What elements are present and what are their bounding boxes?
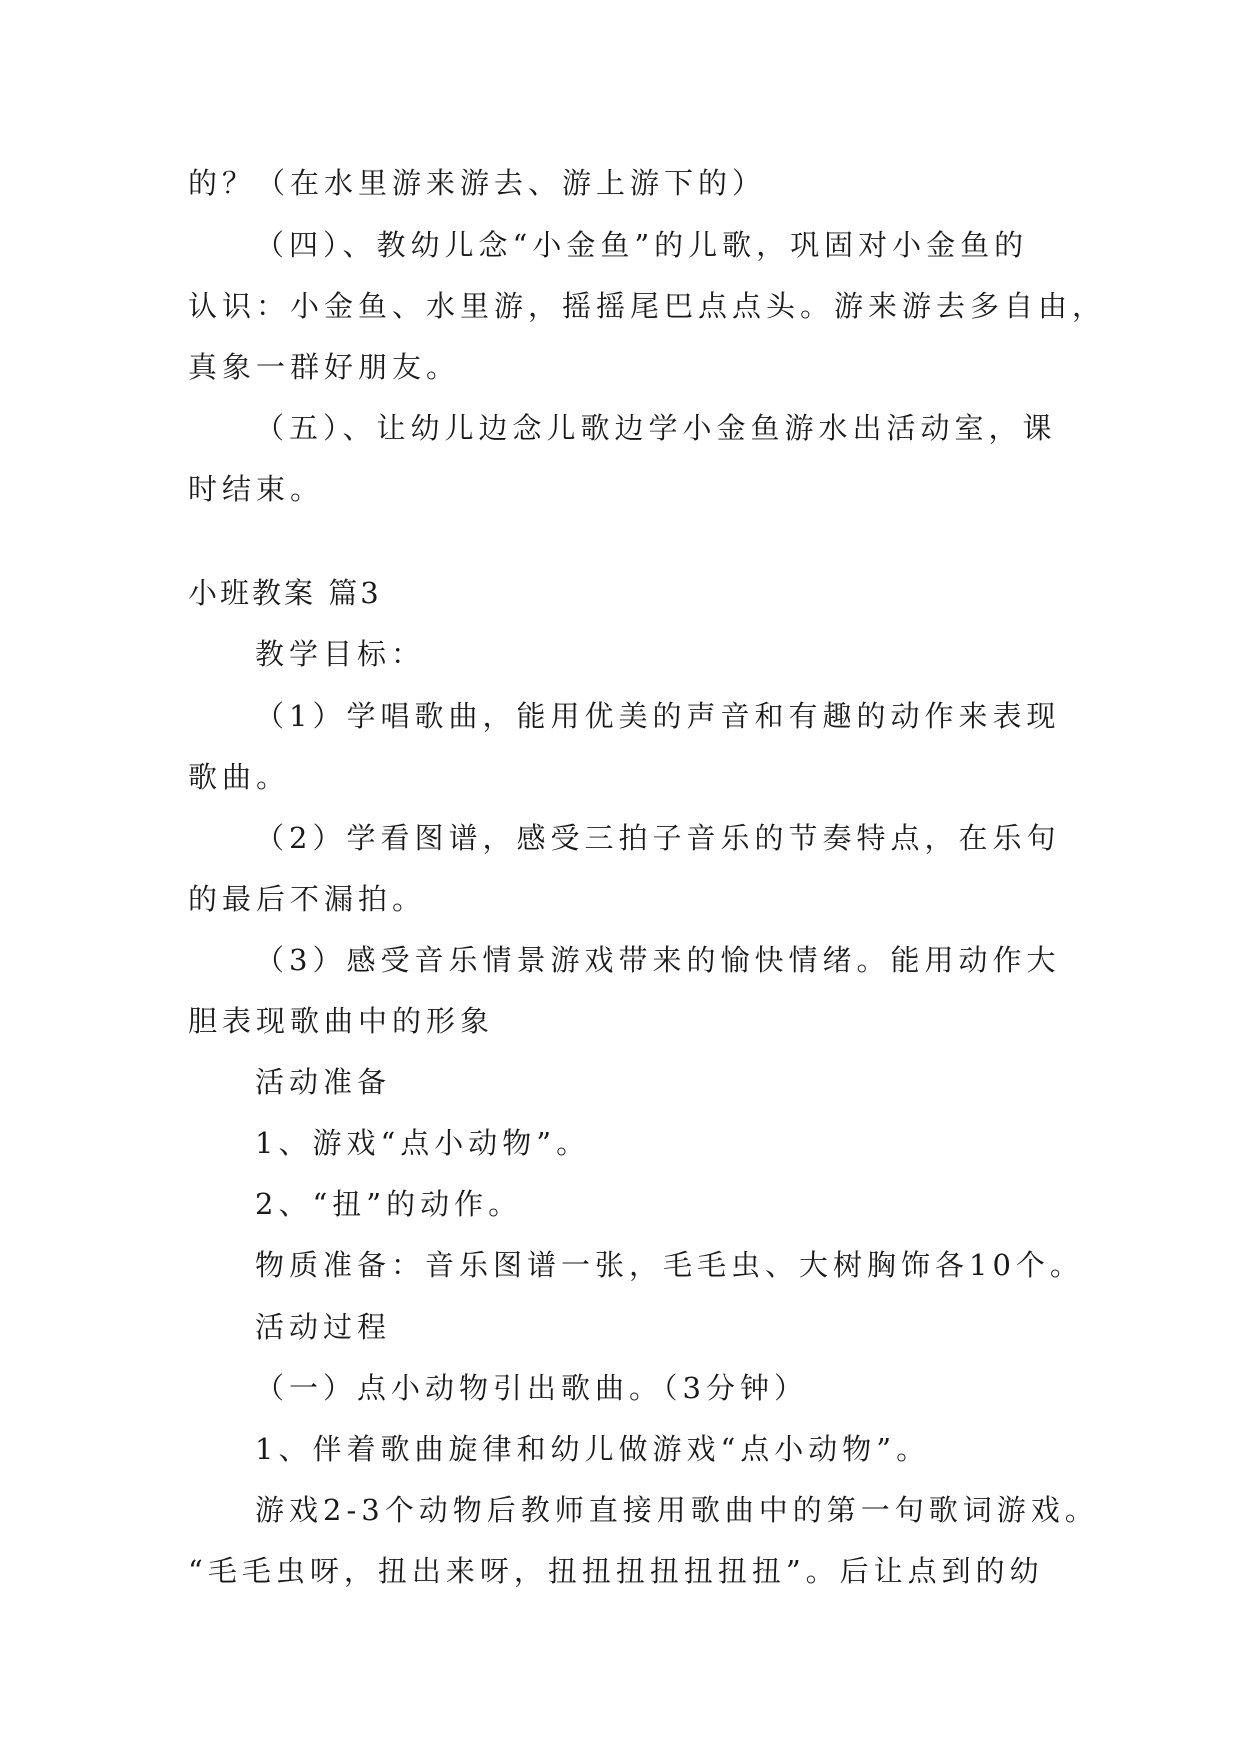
text-line: 胆表现歌曲中的形象 bbox=[188, 1004, 495, 1038]
text-line: （3）感受音乐情景游戏带来的愉快情绪。能用动作大 bbox=[255, 943, 1061, 977]
text-line: （1）学唱歌曲，能用优美的声音和有趣的动作来表现 bbox=[255, 699, 1061, 733]
text-line: 活动过程 bbox=[255, 1310, 392, 1344]
text-line: 教学目标： bbox=[255, 637, 426, 671]
text-line: 物质准备：音乐图谱一张，毛毛虫、大树胸饰各10个。 bbox=[255, 1248, 1084, 1282]
text-line: （一）点小动物引出歌曲。（3分钟） bbox=[255, 1371, 808, 1405]
text-line: （四）、教幼儿念“小金鱼”的儿歌，巩固对小金鱼的 bbox=[255, 228, 1029, 262]
text-line: （2）学看图谱，感受三拍子音乐的节奏特点，在乐句 bbox=[255, 821, 1061, 855]
text-line: 的？（在水里游来游去、游上游下的） bbox=[188, 166, 767, 200]
text-line: 1、游戏“点小动物”。 bbox=[255, 1126, 591, 1160]
section-title: 小班教案 篇3 bbox=[188, 576, 382, 610]
text-line: （五）、让幼儿边念儿歌边学小金鱼游水出活动室，课 bbox=[255, 411, 1057, 445]
text-line: 2、“扭”的动作。 bbox=[255, 1187, 523, 1221]
text-line: 时结束。 bbox=[188, 472, 325, 506]
text-line: 1、伴着歌曲旋律和幼儿做游戏“点小动物”。 bbox=[255, 1432, 931, 1466]
text-line: 活动准备 bbox=[255, 1065, 392, 1099]
text-line: 歌曲。 bbox=[188, 760, 291, 794]
text-line: 认识：小金鱼、水里游，摇摇尾巴点点头。游来游去多自由， bbox=[188, 289, 1107, 323]
text-line: 游戏2-3个动物后教师直接用歌曲中的第一句歌词游戏。 bbox=[255, 1493, 1099, 1527]
text-line: 真象一群好朋友。 bbox=[188, 350, 461, 384]
text-line: 的最后不漏拍。 bbox=[188, 882, 427, 916]
text-line: “毛毛虫呀，扭出来呀，扭扭扭扭扭扭扭”。后让点到的幼 bbox=[188, 1554, 1044, 1588]
